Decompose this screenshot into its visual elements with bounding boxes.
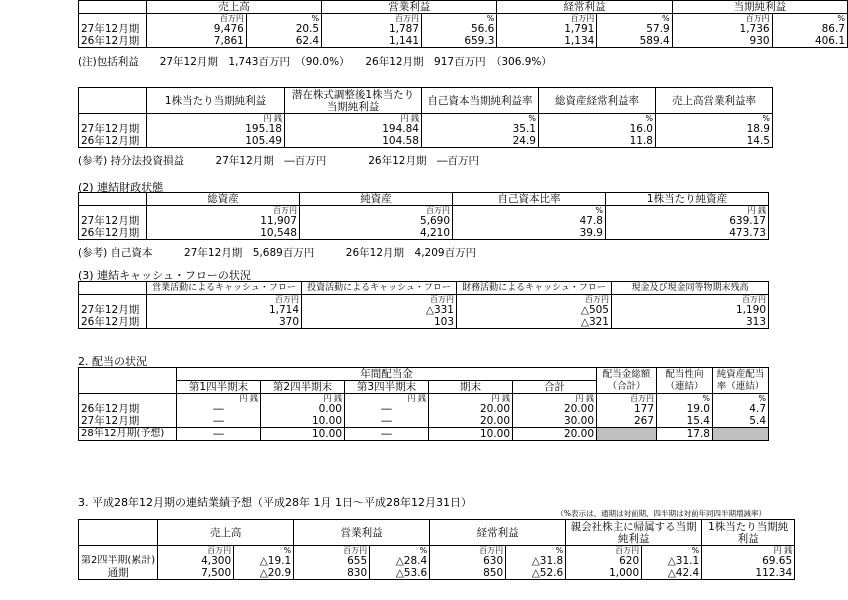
cash-flow-table xyxy=(78,281,769,329)
value-cell: ― xyxy=(345,403,429,415)
unit-cell: % xyxy=(656,114,773,124)
financial-position-title: (2) 連結財政状態 xyxy=(78,181,164,194)
value-cell: △31.1 xyxy=(642,555,702,567)
table-row xyxy=(79,555,795,567)
value-cell: 10.00 xyxy=(429,428,513,441)
unit-row-label xyxy=(79,114,147,124)
cash-flow-table-block xyxy=(78,281,769,329)
value-cell: 655 xyxy=(294,555,370,567)
row-label: 28年12月期(予想) xyxy=(79,428,177,441)
row-label: 通期 xyxy=(79,567,158,580)
value-cell: 177 xyxy=(597,403,657,415)
value-cell: 1,714 xyxy=(147,304,302,316)
value-cell: △53.6 xyxy=(370,567,430,580)
table-row xyxy=(79,35,848,48)
row-label: 27年12月期 xyxy=(79,304,147,316)
unit-cell: 百万円 xyxy=(146,14,246,24)
value-cell: △19.1 xyxy=(234,555,294,567)
value-cell: ― xyxy=(177,415,261,428)
unit-cell: 百万円 xyxy=(566,546,642,556)
unit-row-label xyxy=(79,206,147,216)
value-cell: 10.00 xyxy=(261,415,345,428)
row-label: 26年12月期 xyxy=(79,35,147,48)
value-cell: 370 xyxy=(147,316,302,329)
value-cell: 20.00 xyxy=(429,415,513,428)
unit-cell: 百万円 xyxy=(430,546,506,556)
value-cell: 35.1 xyxy=(422,123,539,135)
unit-cell: 円 銭 xyxy=(285,114,422,124)
annual-dividend-group-header: 年間配当金 xyxy=(177,368,597,381)
table-row xyxy=(79,123,773,135)
col-header-eps: 1株当たり当期純利益 xyxy=(702,520,795,546)
value-cell: 4,210 xyxy=(300,227,453,240)
value-cell: 20.00 xyxy=(513,403,597,415)
unit-cell: 円 銭 xyxy=(345,394,429,404)
value-cell: 24.9 xyxy=(422,135,539,148)
col-header-total-dividend: 配当金総額（合計） xyxy=(597,368,657,394)
results-table xyxy=(78,0,848,48)
value-cell: 11,907 xyxy=(147,215,300,227)
table-row xyxy=(79,316,769,329)
col-header-net-income: 当期純利益 xyxy=(672,1,847,14)
value-cell: 20.5 xyxy=(246,23,321,35)
row-label: 26年12月期 xyxy=(79,403,177,415)
row-label: 第2四半期(累計) xyxy=(79,555,158,567)
value-cell: 1,141 xyxy=(322,35,422,48)
col-header-year-end: 期末 xyxy=(429,381,513,394)
value-cell: 10.00 xyxy=(261,428,345,441)
unit-cell: 百万円 xyxy=(147,295,302,305)
value-cell: 830 xyxy=(294,567,370,580)
value-cell: 473.73 xyxy=(606,227,769,240)
unit-cell: % xyxy=(246,14,321,24)
unit-row-label xyxy=(79,14,147,24)
table-row xyxy=(79,135,773,148)
per-share-table xyxy=(78,87,773,148)
value-cell: 5.4 xyxy=(713,415,769,428)
value-cell: 7,500 xyxy=(158,567,234,580)
row-label: 26年12月期 xyxy=(79,227,147,240)
table-row xyxy=(79,215,769,227)
value-cell: 1,787 xyxy=(322,23,422,35)
col-header-financing-cf: 財務活動によるキャッシュ・フロー xyxy=(457,282,612,295)
unit-cell: % xyxy=(657,394,713,404)
table-row xyxy=(79,227,769,240)
dividends-table-block xyxy=(78,367,769,441)
col-header-ordinary-income: 経常利益 xyxy=(497,1,672,14)
unit-cell: 百万円 xyxy=(300,206,453,216)
col-header-investing-cf: 投資活動によるキャッシュ・フロー xyxy=(302,282,457,295)
row-label: 27年12月期 xyxy=(79,123,147,135)
unit-row-label xyxy=(79,295,147,305)
unit-cell: % xyxy=(539,114,656,124)
results-table-block xyxy=(78,0,848,48)
value-cell: 17.8 xyxy=(657,428,713,441)
value-cell: 195.18 xyxy=(147,123,285,135)
col-header-operating-income: 営業利益 xyxy=(322,1,497,14)
value-cell: 19.0 xyxy=(657,403,713,415)
col-header-equity-ratio: 自己資本比率 xyxy=(453,193,606,206)
unit-cell: 百万円 xyxy=(457,295,612,305)
value-cell: 1,190 xyxy=(612,304,769,316)
value-cell: △321 xyxy=(457,316,612,329)
value-cell: 11.8 xyxy=(539,135,656,148)
unit-cell: 百万円 xyxy=(612,295,769,305)
row-label: 27年12月期 xyxy=(79,23,147,35)
equity-note: (参考) 自己資本 27年12月期 5,689百万円 26年12月期 4,209百万円 xyxy=(78,247,477,259)
forecast-table xyxy=(78,519,795,580)
value-cell: △20.9 xyxy=(234,567,294,580)
value-cell: 5,690 xyxy=(300,215,453,227)
value-cell: ― xyxy=(345,428,429,441)
col-header-sales: 売上高 xyxy=(146,1,321,14)
unit-cell: 円 銭 xyxy=(513,394,597,404)
row-label: 26年12月期 xyxy=(79,316,147,329)
value-cell: 659.3 xyxy=(422,35,497,48)
table-row xyxy=(79,304,769,316)
col-header-eps: 1株当たり当期純利益 xyxy=(147,88,285,114)
col-header-sales: 売上高 xyxy=(158,520,294,546)
value-cell: 47.8 xyxy=(453,215,606,227)
dividends-table xyxy=(78,367,769,441)
forecast-note: （%表示は、通期は対前期、四半期は対前年同四半期増減率） xyxy=(556,509,766,518)
col-header-cash-balance: 現金及び現金同等物期末残高 xyxy=(612,282,769,295)
unit-cell: 円 銭 xyxy=(147,114,285,124)
value-cell: △28.4 xyxy=(370,555,430,567)
corner-cell xyxy=(79,88,147,114)
corner-cell xyxy=(79,1,147,14)
financial-position-table-block xyxy=(78,192,769,240)
value-cell: 4.7 xyxy=(713,403,769,415)
unit-cell: 百万円 xyxy=(302,295,457,305)
value-cell: 1,000 xyxy=(566,567,642,580)
value-cell: △42.4 xyxy=(642,567,702,580)
col-header-payout-ratio: 配当性向（連結） xyxy=(657,368,713,394)
unit-cell: % xyxy=(234,546,294,556)
value-cell: 1,736 xyxy=(672,23,772,35)
value-cell: 56.6 xyxy=(422,23,497,35)
unit-cell: % xyxy=(642,546,702,556)
value-cell: △31.8 xyxy=(506,555,566,567)
col-header-parent-net-income: 親会社株主に帰属する当期純利益 xyxy=(566,520,702,546)
unit-cell: % xyxy=(422,114,539,124)
unit-cell: % xyxy=(453,206,606,216)
unit-cell: % xyxy=(370,546,430,556)
corner-cell xyxy=(79,368,177,381)
col-header-q1: 第1四半期末 xyxy=(177,381,261,394)
unit-row-label xyxy=(79,394,177,404)
value-cell: 0.00 xyxy=(261,403,345,415)
per-share-table-block xyxy=(78,87,773,148)
corner-cell xyxy=(79,193,147,206)
value-cell-shaded xyxy=(597,428,657,441)
value-cell: 62.4 xyxy=(246,35,321,48)
value-cell: 15.4 xyxy=(657,415,713,428)
value-cell: 194.84 xyxy=(285,123,422,135)
col-header-total-assets: 総資産 xyxy=(147,193,300,206)
col-header-q3: 第3四半期末 xyxy=(345,381,429,394)
table-row xyxy=(79,567,795,580)
col-header-ordinary-income: 経常利益 xyxy=(430,520,566,546)
unit-cell: % xyxy=(772,14,847,24)
unit-cell: % xyxy=(506,546,566,556)
col-header-roe: 自己資本当期純利益率 xyxy=(422,88,539,114)
value-cell: 16.0 xyxy=(539,123,656,135)
unit-cell: 百万円 xyxy=(322,14,422,24)
comprehensive-income-note: (注)包括利益 27年12月期 1,743百万円 （90.0%） 26年12月期 917百万円 （306.9%） xyxy=(78,56,552,68)
forecast-title: 3. 平成28年12月期の連結業績予想（平成28年 1月 1日～平成28年12月31日） xyxy=(78,496,472,509)
col-header-q2: 第2四半期末 xyxy=(261,381,345,394)
value-cell: 930 xyxy=(672,35,772,48)
value-cell: 630 xyxy=(430,555,506,567)
col-header-total: 合計 xyxy=(513,381,597,394)
corner-cell xyxy=(79,381,177,394)
table-row xyxy=(79,23,848,35)
value-cell: 850 xyxy=(430,567,506,580)
value-cell: 4,300 xyxy=(158,555,234,567)
corner-cell xyxy=(79,282,147,295)
value-cell: 104.58 xyxy=(285,135,422,148)
col-header-roa: 総資産経常利益率 xyxy=(539,88,656,114)
value-cell: 1,134 xyxy=(497,35,597,48)
unit-cell: 百万円 xyxy=(497,14,597,24)
table-row xyxy=(79,428,769,441)
value-cell: 86.7 xyxy=(772,23,847,35)
unit-cell: 百万円 xyxy=(147,206,300,216)
unit-cell: 百万円 xyxy=(672,14,772,24)
cash-flow-title: (3) 連結キャッシュ・フローの状況 xyxy=(78,269,251,282)
unit-cell: 百万円 xyxy=(597,394,657,404)
col-header-doe: 純資産配当率（連結） xyxy=(713,368,769,394)
value-cell: 18.9 xyxy=(656,123,773,135)
col-header-diluted-eps: 潜在株式調整後1株当たり当期純利益 xyxy=(285,88,422,114)
value-cell: 267 xyxy=(597,415,657,428)
financial-position-table xyxy=(78,192,769,240)
value-cell: 620 xyxy=(566,555,642,567)
unit-cell: 円 銭 xyxy=(606,206,769,216)
col-header-net-assets: 純資産 xyxy=(300,193,453,206)
unit-cell: 円 銭 xyxy=(702,546,795,556)
corner-cell xyxy=(79,520,158,546)
value-cell: 20.00 xyxy=(513,428,597,441)
col-header-operating-cf: 営業活動によるキャッシュ・フロー xyxy=(147,282,302,295)
value-cell: 9,476 xyxy=(146,23,246,35)
value-cell-shaded xyxy=(713,428,769,441)
value-cell: 112.34 xyxy=(702,567,795,580)
col-header-operating-margin: 売上高営業利益率 xyxy=(656,88,773,114)
value-cell: △52.6 xyxy=(506,567,566,580)
unit-cell: % xyxy=(597,14,672,24)
value-cell: ― xyxy=(177,428,261,441)
value-cell: ― xyxy=(177,403,261,415)
unit-cell: 百万円 xyxy=(294,546,370,556)
unit-cell: 百万円 xyxy=(158,546,234,556)
equity-method-note: (参考) 持分法投資損益 27年12月期 ―百万円 26年12月期 ―百万円 xyxy=(78,155,479,167)
value-cell: 20.00 xyxy=(429,403,513,415)
value-cell: 69.65 xyxy=(702,555,795,567)
value-cell: 105.49 xyxy=(147,135,285,148)
value-cell: 57.9 xyxy=(597,23,672,35)
value-cell: ― xyxy=(345,415,429,428)
col-header-operating-income: 営業利益 xyxy=(294,520,430,546)
col-header-bps: 1株当たり純資産 xyxy=(606,193,769,206)
dividends-title: 2. 配当の状況 xyxy=(78,355,147,368)
row-label: 27年12月期 xyxy=(79,215,147,227)
unit-cell: 円 銭 xyxy=(261,394,345,404)
value-cell: 313 xyxy=(612,316,769,329)
value-cell: 39.9 xyxy=(453,227,606,240)
unit-cell: 円 銭 xyxy=(177,394,261,404)
unit-cell: % xyxy=(713,394,769,404)
value-cell: △505 xyxy=(457,304,612,316)
value-cell: △331 xyxy=(302,304,457,316)
value-cell: 103 xyxy=(302,316,457,329)
value-cell: 10,548 xyxy=(147,227,300,240)
value-cell: 406.1 xyxy=(772,35,847,48)
value-cell: 30.00 xyxy=(513,415,597,428)
row-label: 26年12月期 xyxy=(79,135,147,148)
value-cell: 7,861 xyxy=(146,35,246,48)
row-label: 27年12月期 xyxy=(79,415,177,428)
forecast-table-block xyxy=(78,519,795,580)
unit-row-label xyxy=(79,546,158,556)
table-row xyxy=(79,403,769,415)
unit-cell: % xyxy=(422,14,497,24)
value-cell: 1,791 xyxy=(497,23,597,35)
value-cell: 639.17 xyxy=(606,215,769,227)
value-cell: 589.4 xyxy=(597,35,672,48)
value-cell: 14.5 xyxy=(656,135,773,148)
unit-cell: 円 銭 xyxy=(429,394,513,404)
table-row xyxy=(79,415,769,428)
